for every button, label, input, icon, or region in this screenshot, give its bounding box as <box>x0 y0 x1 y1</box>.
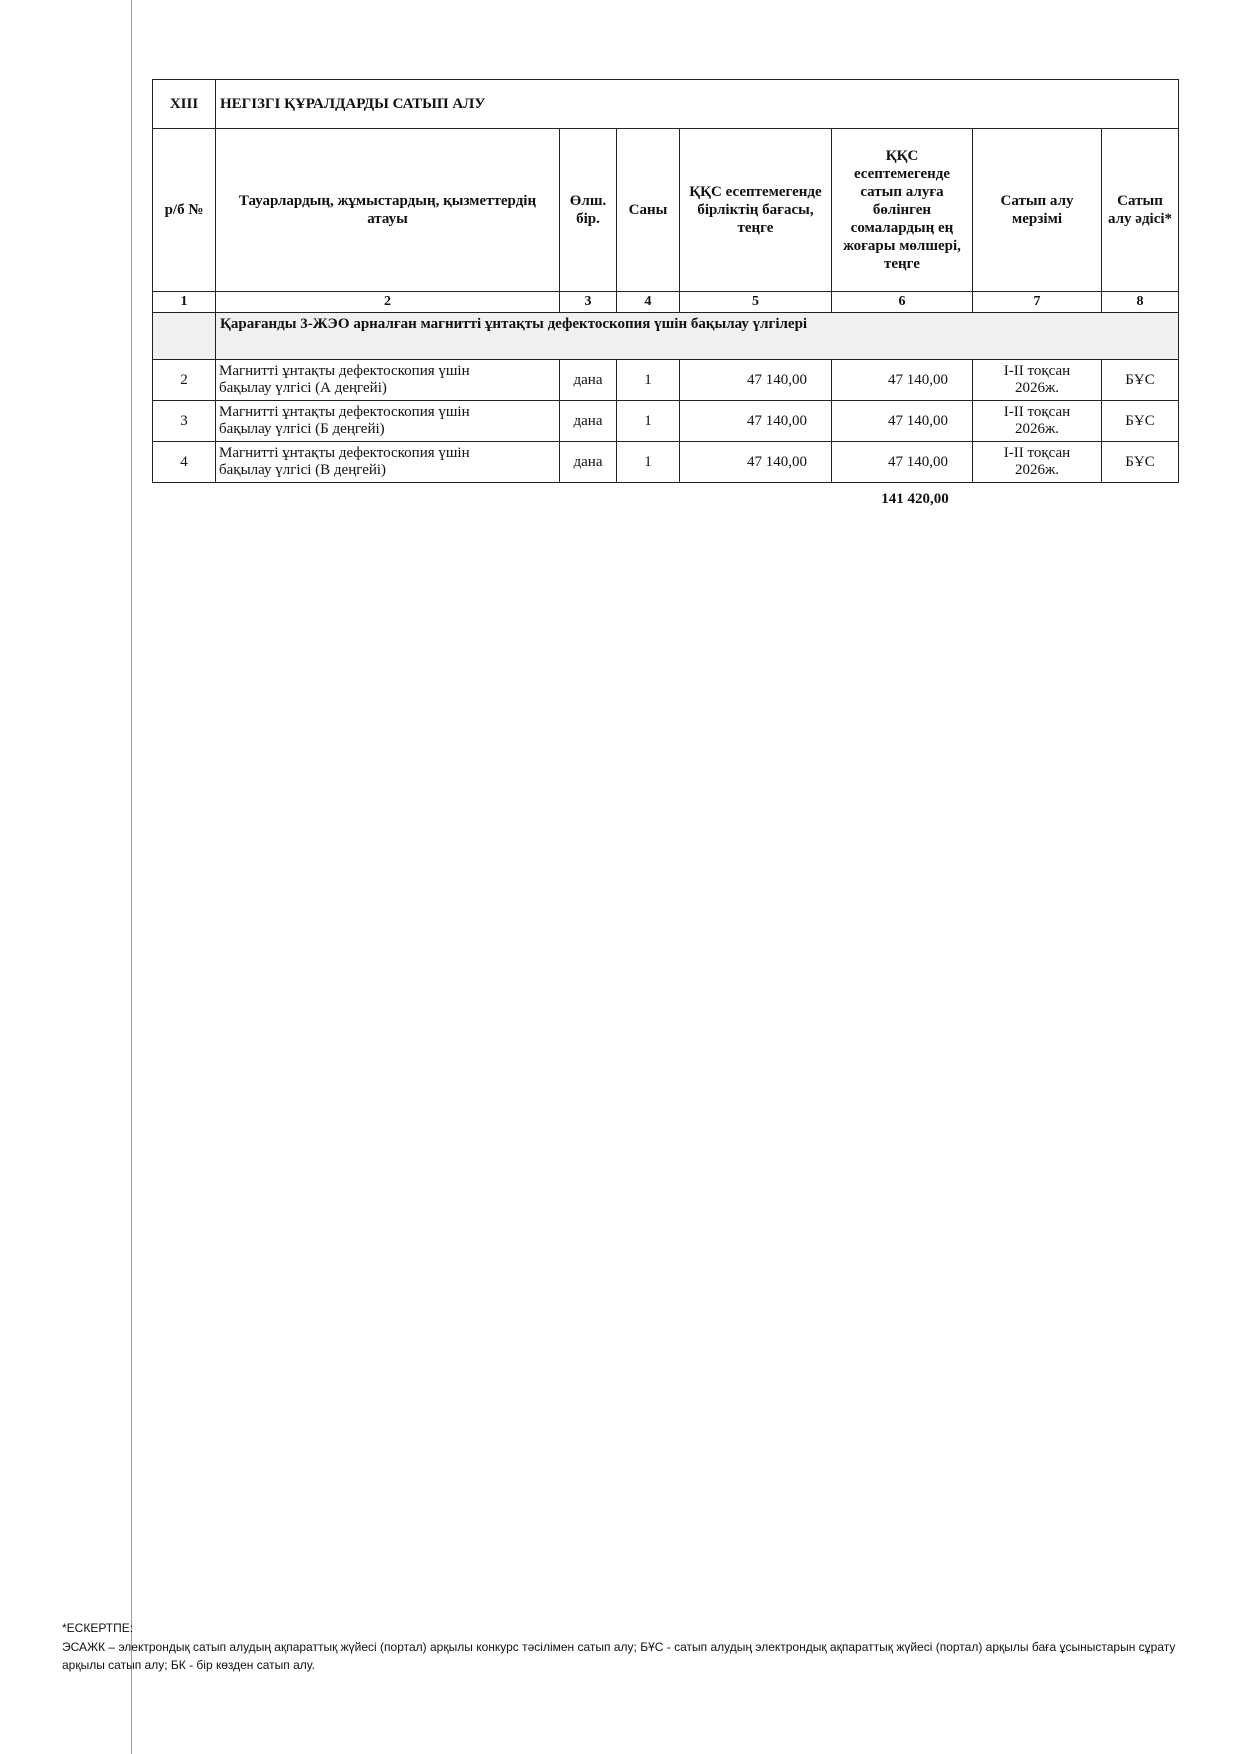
item-unit-price: 47 140,00 <box>680 442 832 483</box>
item-method: БҰС <box>1102 360 1179 401</box>
item-method: БҰС <box>1102 401 1179 442</box>
column-number: 4 <box>617 292 680 313</box>
column-number: 6 <box>832 292 973 313</box>
item-name-line2: бақылау үлгісі (Б деңгейі) <box>219 421 385 437</box>
item-period <box>973 442 1102 483</box>
column-number: 2 <box>216 292 560 313</box>
item-period-line2: 2026ж. <box>1014 380 1060 396</box>
item-period-line1: I-II тоқсан <box>1003 403 1071 420</box>
header-quantity: Саны <box>617 129 680 292</box>
item-name <box>216 360 560 401</box>
item-name-line1: Магнитті ұнтақты дефектоскопия үшін <box>219 362 470 379</box>
column-number: 5 <box>680 292 832 313</box>
item-unit-price: 47 140,00 <box>680 360 832 401</box>
scan-margin-line <box>131 0 132 1754</box>
item-quantity: 1 <box>617 401 680 442</box>
column-number: 1 <box>153 292 216 313</box>
item-amount: 47 140,00 <box>832 360 973 401</box>
table-row <box>153 401 1179 442</box>
item-unit: дана <box>560 401 617 442</box>
item-quantity: 1 <box>617 360 680 401</box>
subsection-blank-cell <box>153 313 216 360</box>
header-max-amount: ҚҚС есептемегенде сатып алуға бөлінген сомалардың ең жоғары мөлшері, теңге <box>832 129 973 292</box>
item-period-line1: I-II тоқсан <box>1003 444 1071 461</box>
row-number: 4 <box>153 442 216 483</box>
column-header-row <box>153 129 1179 292</box>
header-unit: Өлш. бір. <box>560 129 617 292</box>
total-amount: 141 420,00 <box>881 491 949 507</box>
item-unit-price: 47 140,00 <box>680 401 832 442</box>
column-number: 3 <box>560 292 617 313</box>
subsection-row <box>153 313 1179 360</box>
item-period <box>973 360 1102 401</box>
table-row <box>153 442 1179 483</box>
item-amount: 47 140,00 <box>832 401 973 442</box>
item-name <box>216 401 560 442</box>
item-period-line1: I-II тоқсан <box>1003 362 1071 379</box>
item-period-line2: 2026ж. <box>1014 421 1060 437</box>
procurement-table <box>152 79 1179 483</box>
item-quantity: 1 <box>617 442 680 483</box>
subsection-title: Қарағанды 3-ЖЭО арналған магнитті ұнтақты дефектоскопия үшін бақылау үлгілері <box>216 313 1179 360</box>
item-name-line1: Магнитті ұнтақты дефектоскопия үшін <box>219 444 470 461</box>
section-title: НЕГІЗГІ ҚҰРАЛДАРДЫ САТЫП АЛУ <box>216 80 1179 129</box>
item-unit: дана <box>560 442 617 483</box>
footnote <box>62 1619 1182 1675</box>
row-number: 2 <box>153 360 216 401</box>
header-procurement-period: Сатып алу мерзімі <box>973 129 1102 292</box>
item-name-line2: бақылау үлгісі (А деңгейі) <box>219 380 387 396</box>
item-amount: 47 140,00 <box>832 442 973 483</box>
item-name-line1: Магнитті ұнтақты дефектоскопия үшін <box>219 403 470 420</box>
item-unit: дана <box>560 360 617 401</box>
section-header-row <box>153 80 1179 129</box>
header-unit-price: ҚҚС есептемегенде бірліктің бағасы, теңге <box>680 129 832 292</box>
column-number: 8 <box>1102 292 1179 313</box>
item-name-line2: бақылау үлгісі (В деңгейі) <box>219 462 387 478</box>
column-number: 7 <box>973 292 1102 313</box>
item-name <box>216 442 560 483</box>
item-period-line2: 2026ж. <box>1014 462 1060 478</box>
header-procurement-method: Сатып алу әдісі* <box>1102 129 1179 292</box>
item-method: БҰС <box>1102 442 1179 483</box>
row-number: 3 <box>153 401 216 442</box>
footnote-text: ЭСАЖК – электрондық сатып алудың ақпараттық жүйесі (портал) арқылы конкурс тәсілімен сатып алу; БҰС - сатып алудың электрондық ақпараттық жүйесі (портал) арқылы баға ұсыныстарын сұрату арқылы сатып алу; БК - бір көзден сатып алу. <box>62 1639 1176 1673</box>
item-period <box>973 401 1102 442</box>
footnote-title: *ЕСКЕРТПЕ: <box>62 1621 134 1635</box>
column-number-row <box>153 292 1179 313</box>
header-item-name: Тауарлардың, жұмыстардың, қызметтердің атауы <box>216 129 560 292</box>
header-row-number: р/б № <box>153 129 216 292</box>
section-number: XIII <box>153 80 216 129</box>
table-row <box>153 360 1179 401</box>
